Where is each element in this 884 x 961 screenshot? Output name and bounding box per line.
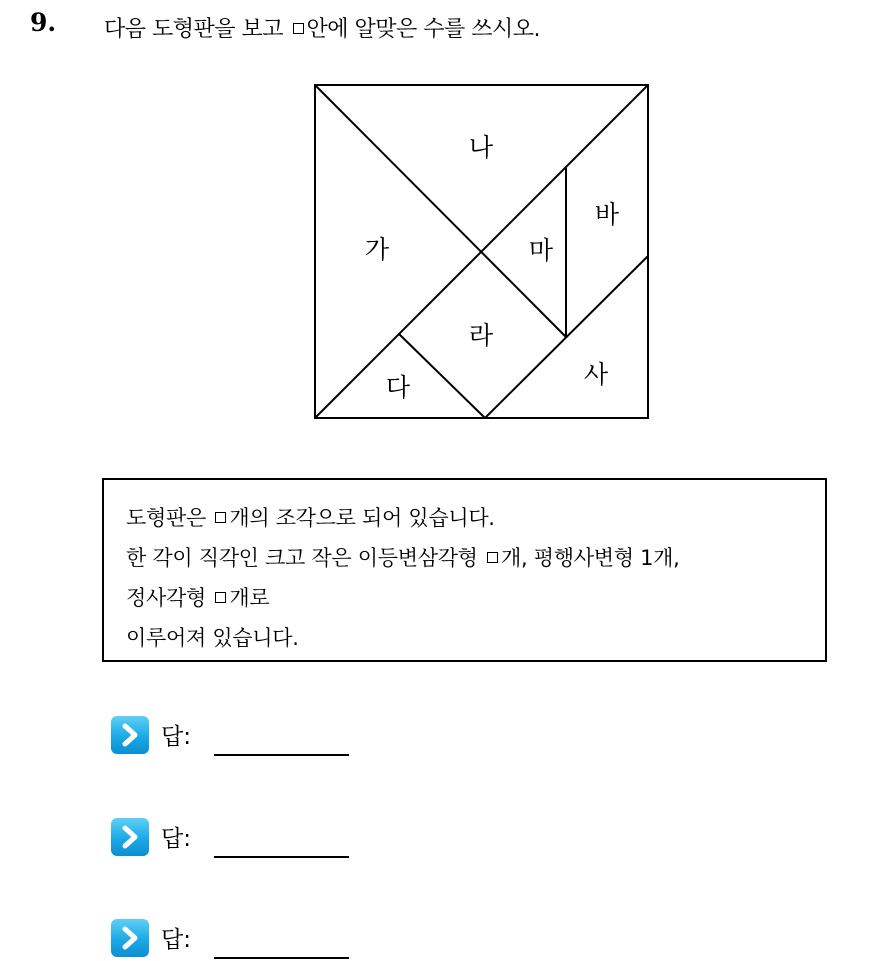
info-line-1 bbox=[126, 498, 825, 538]
piece-label-da: 다 bbox=[385, 373, 411, 402]
question-number: 9. bbox=[30, 8, 57, 37]
blank-box-icon bbox=[215, 512, 226, 523]
diagonal-line bbox=[315, 85, 566, 337]
info-line-3-b: 개로 bbox=[229, 586, 270, 610]
info-line-2-a: 한 각이 직각인 크고 작은 이등변삼각형 bbox=[126, 546, 478, 570]
answer-label: 답: bbox=[161, 927, 191, 953]
blank-box-icon bbox=[487, 552, 498, 563]
answer-label: 답: bbox=[161, 826, 191, 852]
tangram-figure bbox=[0, 0, 884, 470]
info-box bbox=[102, 478, 827, 662]
info-line-4: 이루어져 있습니다. bbox=[126, 626, 299, 650]
chevron-right-icon bbox=[111, 716, 149, 754]
info-line-3 bbox=[126, 578, 825, 618]
answer-input-line[interactable] bbox=[214, 957, 349, 959]
answer-input-line[interactable] bbox=[214, 754, 349, 756]
info-line-2-b: 개, 평행사변형 1개, bbox=[501, 546, 680, 570]
info-line-2 bbox=[126, 538, 825, 578]
piece-label-ba: 바 bbox=[594, 200, 620, 229]
info-line-1-a: 도형판은 bbox=[126, 506, 206, 530]
piece-label-sa: 사 bbox=[583, 360, 609, 389]
chevron-right-icon bbox=[111, 919, 149, 957]
question-text-after: 안에 알맞은 수를 쓰시오. bbox=[306, 17, 541, 42]
info-line-3-a: 정사각형 bbox=[126, 586, 206, 610]
piece-label-ma: 마 bbox=[528, 236, 554, 265]
chevron-right-icon bbox=[111, 818, 149, 856]
question-text-before: 다음 도형판을 보고 bbox=[104, 17, 284, 42]
answer-input-line[interactable] bbox=[214, 856, 349, 858]
piece-label-ra: 라 bbox=[468, 321, 494, 350]
blank-box-icon bbox=[215, 592, 226, 603]
answer-label: 답: bbox=[161, 724, 191, 750]
piece-label-ga: 가 bbox=[364, 235, 390, 264]
info-line-1-b: 개의 조각으로 되어 있습니다. bbox=[229, 506, 495, 530]
piece-label-na: 나 bbox=[468, 133, 494, 162]
